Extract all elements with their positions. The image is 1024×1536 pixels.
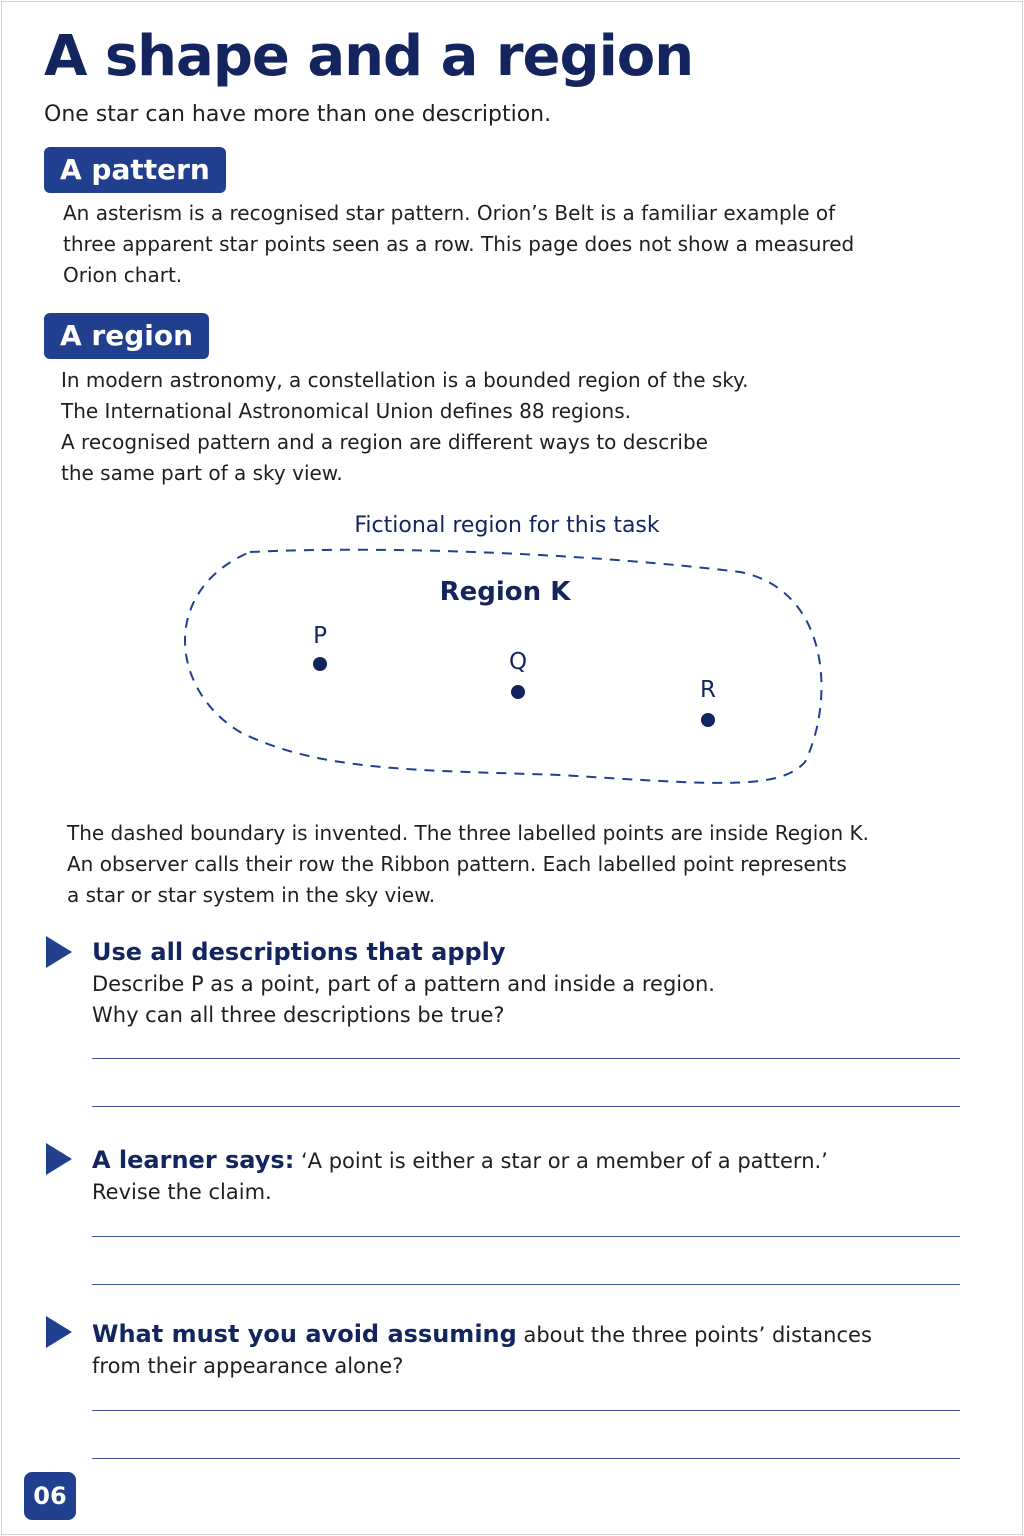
star-point-q bbox=[511, 685, 525, 699]
question-2-rest: ‘A point is either a star or a member of a pattern.’ bbox=[294, 1149, 828, 1173]
region-label: Region K bbox=[439, 577, 571, 607]
question-1-lead: Use all descriptions that apply bbox=[92, 938, 506, 966]
pattern-line: three apparent star points seen as a row. This page does not show a measured bbox=[63, 232, 855, 256]
question-2 bbox=[92, 1145, 828, 1208]
answer-line[interactable] bbox=[92, 1284, 960, 1285]
question-2-line: Revise the claim. bbox=[92, 1180, 272, 1204]
page-title: A shape and a region bbox=[44, 24, 694, 89]
question-3-line: from their appearance alone? bbox=[92, 1354, 404, 1378]
answer-line[interactable] bbox=[92, 1458, 960, 1459]
region-line: In modern astronomy, a constellation is a bounded region of the sky. bbox=[61, 368, 749, 392]
region-line: The International Astronomical Union defines 88 regions. bbox=[61, 399, 631, 423]
question-arrow-icon bbox=[46, 936, 72, 968]
answer-line[interactable] bbox=[92, 1058, 960, 1059]
question-1 bbox=[92, 937, 715, 1031]
point-label-r: R bbox=[700, 677, 716, 703]
region-line: A recognised pattern and a region are different ways to describe bbox=[61, 430, 708, 454]
page-subtitle: One star can have more than one description. bbox=[44, 102, 552, 127]
section-heading-pattern: A pattern bbox=[44, 147, 226, 193]
section-heading-region: A region bbox=[44, 313, 209, 359]
point-label-p: P bbox=[313, 623, 327, 649]
star-point-p bbox=[313, 657, 327, 671]
question-1-line: Why can all three descriptions be true? bbox=[92, 1003, 505, 1027]
question-2-lead: A learner says: bbox=[92, 1146, 295, 1174]
explanation-line: The dashed boundary is invented. The three labelled points are inside Region K. bbox=[67, 821, 870, 845]
pattern-line: Orion chart. bbox=[63, 263, 183, 287]
answer-line[interactable] bbox=[92, 1106, 960, 1107]
question-arrow-icon bbox=[46, 1143, 72, 1175]
pattern-paragraph bbox=[63, 198, 854, 291]
question-3-rest: about the three points’ distances bbox=[516, 1323, 872, 1347]
explanation-line: a star or star system in the sky view. bbox=[67, 883, 436, 907]
page-number-badge: 06 bbox=[24, 1472, 76, 1520]
figure-caption: Fictional region for this task bbox=[354, 513, 660, 538]
region-paragraph bbox=[61, 365, 749, 489]
pattern-line: An asterism is a recognised star pattern. Orion’s Belt is a familiar example of bbox=[63, 201, 836, 225]
region-line: the same part of a sky view. bbox=[61, 461, 343, 485]
point-label-q: Q bbox=[508, 649, 528, 675]
question-3-lead: What must you avoid assuming bbox=[92, 1320, 517, 1348]
explanation-paragraph bbox=[67, 818, 869, 911]
question-3 bbox=[92, 1319, 872, 1382]
answer-line[interactable] bbox=[92, 1236, 960, 1237]
question-1-line: Describe P as a point, part of a pattern and inside a region. bbox=[92, 972, 715, 996]
explanation-line: An observer calls their row the Ribbon pattern. Each labelled point represents bbox=[67, 852, 847, 876]
question-arrow-icon bbox=[46, 1316, 72, 1348]
star-point-r bbox=[701, 713, 715, 727]
answer-line[interactable] bbox=[92, 1410, 960, 1411]
region-diagram bbox=[0, 500, 1024, 800]
